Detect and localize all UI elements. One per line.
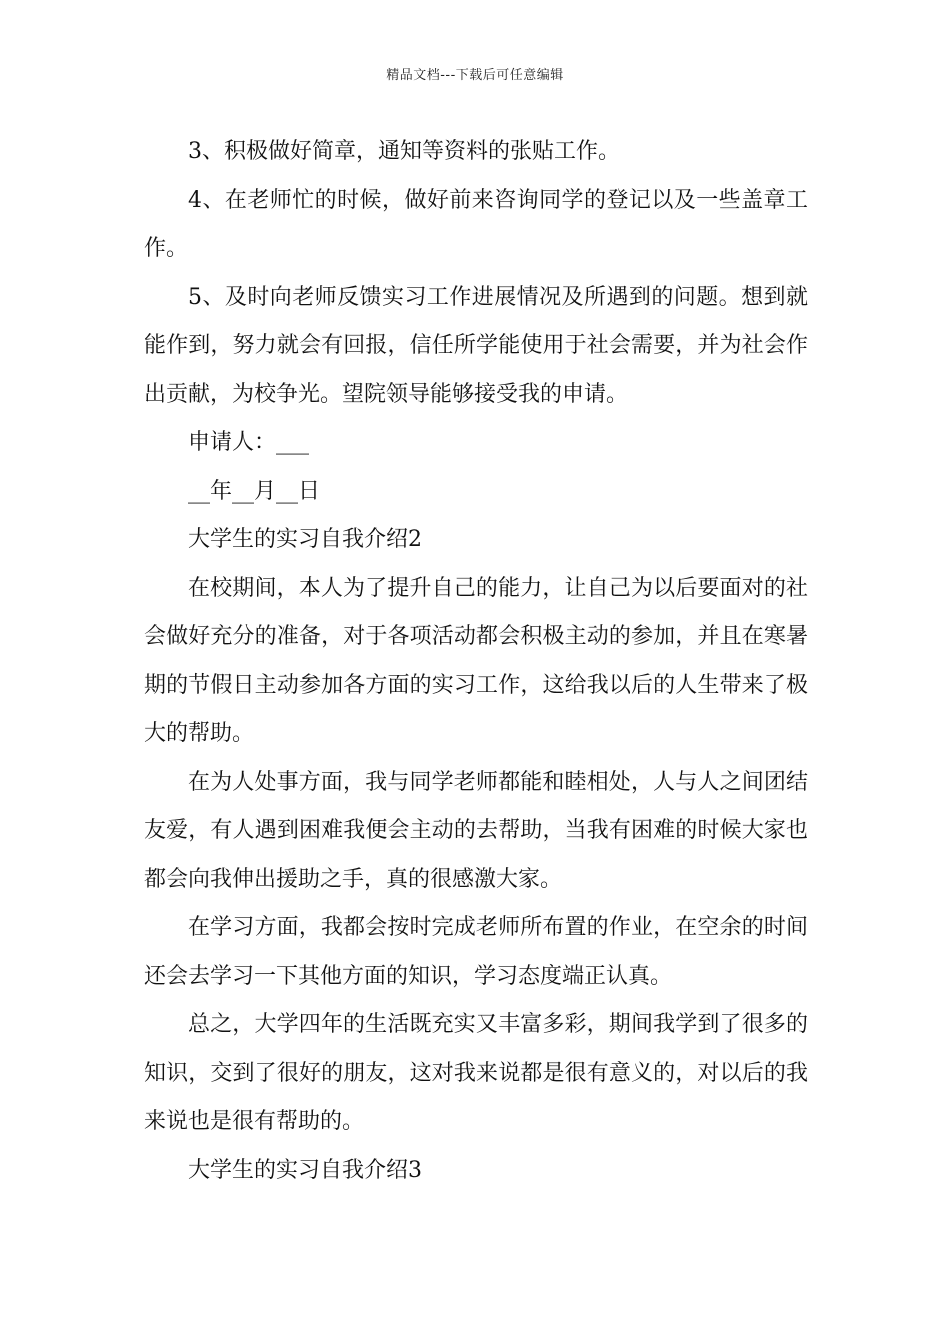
section-heading-3: 大学生的实习自我介绍3 [188,1157,422,1183]
paragraph-4: 总之，大学四年的生活既充实又丰富多彩，期间我学到了很多的知识，交到了很好的朋友，这对我来说都是很有意义的，对以后的我来说也是很有帮助的。 [144,1012,808,1134]
document-body [144,128,808,1195]
date-line: __年__月__日 [188,478,321,504]
page-header: 精品文档---下载后可任意编辑 [386,68,564,83]
paragraph-2: 在为人处事方面，我与同学老师都能和睦相处，人与人之间团结友爱，有人遇到困难我便会主动的去帮助，当我有困难的时候大家也都会向我伸出援助之手，真的很感激大家。 [144,769,808,892]
applicant-line: 申请人：___ [188,430,310,455]
list-item-3: 3、积极做好简章，通知等资料的张贴工作。 [188,139,620,164]
list-item-5: 5、及时向老师反馈实习工作进展情况及所遇到的问题。想到就能作到，努力就会有回报，信任所学能使用于社会需要，并为社会作出贡献，为校争光。望院领导能够接受我的申请。 [144,284,808,407]
list-item-4: 4、在老师忙的时候，做好前来咨询同学的登记以及一些盖章工作。 [144,187,808,261]
section-heading-2: 大学生的实习自我介绍2 [188,527,422,552]
paragraph-1: 在校期间，本人为了提升自己的能力，让自己为以后要面对的社会做好充分的准备，对于各项活动都会积极主动的参加，并且在寒暑期的节假日主动参加各方面的实习工作，这给我以后的人生带来了极大的帮助。 [144,575,808,746]
paragraph-3: 在学习方面，我都会按时完成老师所布置的作业，在空余的时间还会去学习一下其他方面的知识，学习态度端正认真。 [144,915,808,989]
